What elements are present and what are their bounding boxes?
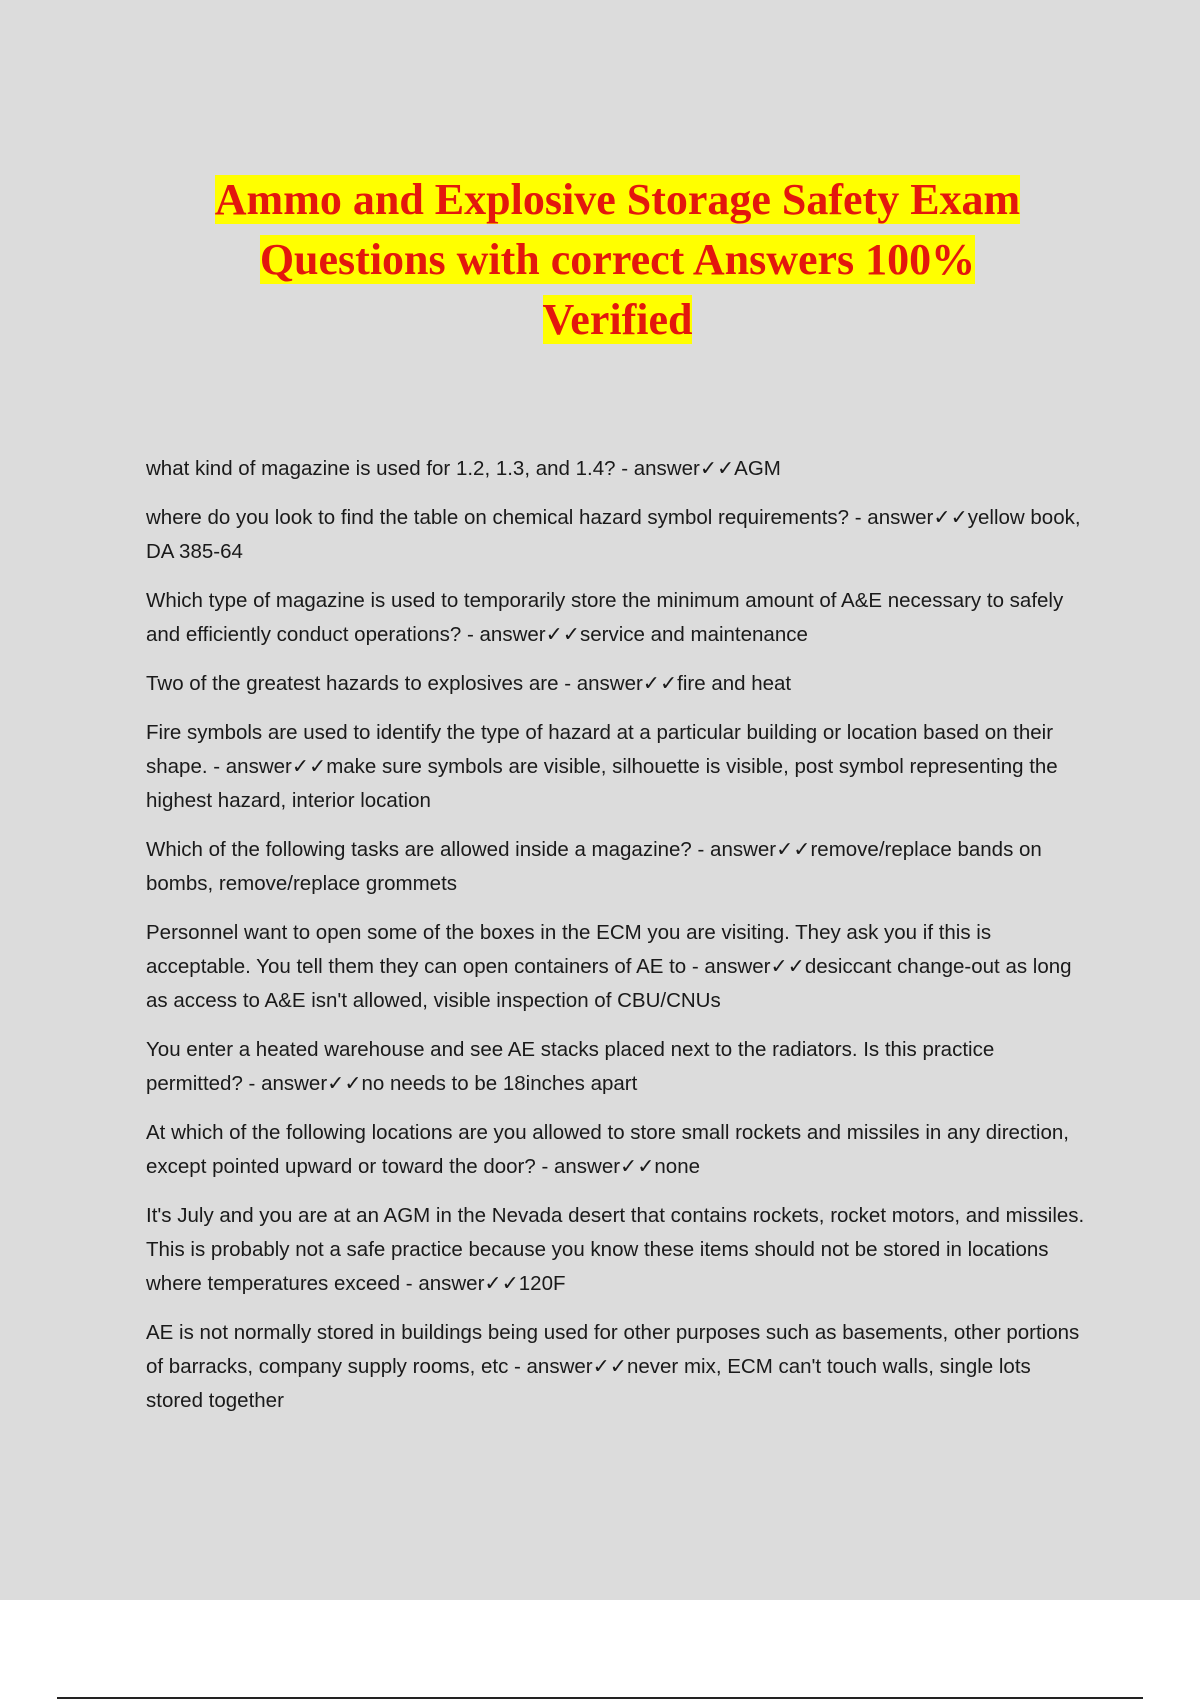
title-line: Ammo and Explosive Storage Safety Exam [214,175,1021,224]
page-bottom-divider [57,1697,1143,1699]
qa-item: At which of the following locations are you allowed to store small rockets and missiles in any direction, except pointed upward or toward the door? - answer✓✓none [146,1121,1069,1178]
qa-item: Personnel want to open some of the boxes in the ECM you are visiting. They ask you if this is acceptable. You tell them they can open containers of AE to - answer✓✓desiccant change-out as long as access to A&E isn't allowed, visible inspection of CBU/CNUs [146,921,1072,1012]
qa-item: Two of the greatest hazards to explosives are - answer✓✓fire and heat [146,672,792,695]
title-line: Verified [542,295,693,344]
qa-item: what kind of magazine is used for 1.2, 1.3, and 1.4? - answer✓✓AGM [146,457,781,480]
qa-item: Which of the following tasks are allowed inside a magazine? - answer✓✓remove/replace bands on bombs, remove/replace grommets [146,838,1042,895]
qa-item: It's July and you are at an AGM in the Nevada desert that contains rockets, rocket motors, and missiles. This is probably not a safe practice because you know these items should not be stored in locations where temperatures exceed - answer✓✓120F [146,1204,1085,1295]
document-title [150,170,1085,350]
qa-item: Fire symbols are used to identify the type of hazard at a particular building or location based on their shape. - answer✓✓make sure symbols are visible, silhouette is visible, post symbol representing the highest hazard, interior location [146,721,1058,812]
title-line: Questions with correct Answers 100% [259,235,976,284]
qa-item: You enter a heated warehouse and see AE stacks placed next to the radiators. Is this practice permitted? - answer✓✓no needs to be 18inches apart [146,1038,995,1095]
qa-item: AE is not normally stored in buildings being used for other purposes such as basements, other portions of barracks, company supply rooms, etc - answer✓✓never mix, ECM can't touch walls, single lots stored together [146,1321,1080,1412]
qa-item: where do you look to find the table on chemical hazard symbol requirements? - answer✓✓yellow book, DA 385-64 [146,506,1081,563]
question-answer-list [146,452,1091,1433]
qa-item: Which type of magazine is used to temporarily store the minimum amount of A&E necessary to safely and efficiently conduct operations? - answer✓✓service and maintenance [146,589,1064,646]
title-block [150,170,1085,350]
